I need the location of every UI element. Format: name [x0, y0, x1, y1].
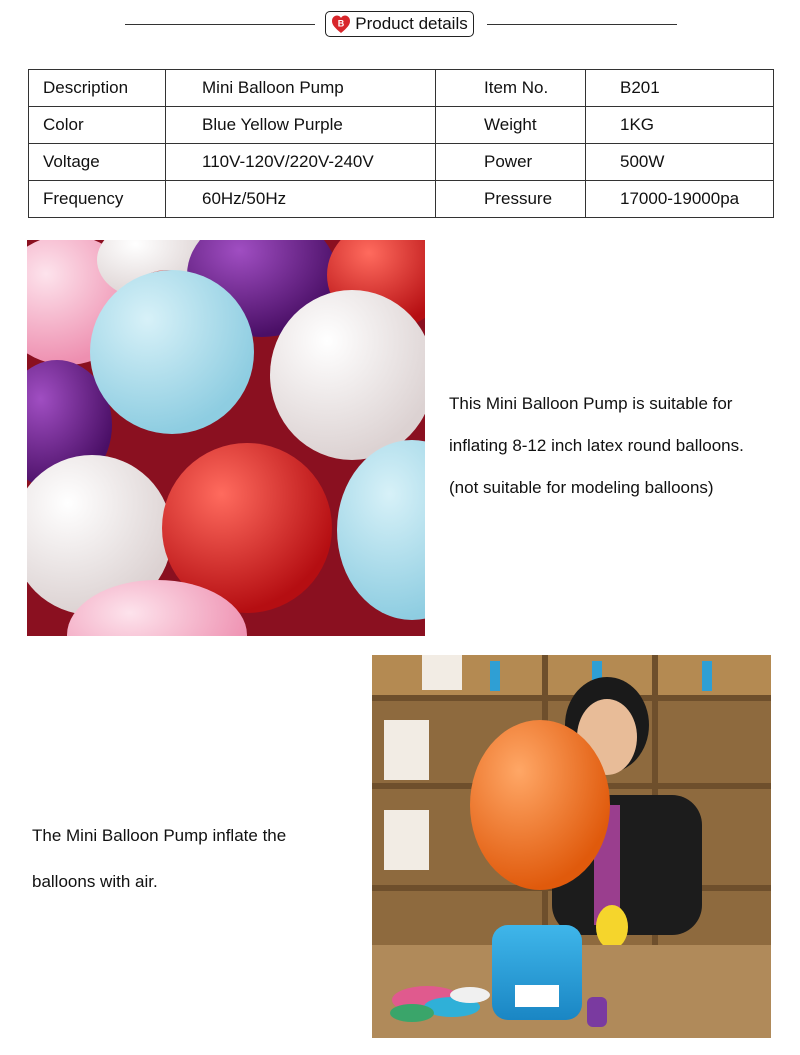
balloons-caption	[449, 383, 789, 509]
spec-label: Color	[29, 107, 166, 144]
spec-label: Item No.	[436, 70, 586, 107]
spec-label: Power	[436, 144, 586, 181]
section-header	[325, 11, 474, 37]
svg-text:B: B	[338, 18, 345, 29]
caption-line: balloons with air.	[32, 872, 158, 891]
spec-label: Voltage	[29, 144, 166, 181]
spec-label: Pressure	[436, 181, 586, 218]
spec-value: 60Hz/50Hz	[166, 181, 436, 218]
section-title: Product details	[355, 14, 468, 33]
spec-value: B201	[586, 70, 774, 107]
header-divider-right	[487, 24, 677, 25]
spec-value: Mini Balloon Pump	[166, 70, 436, 107]
caption-line: inflating 8-12 inch latex round balloons.	[449, 436, 744, 455]
spec-label: Weight	[436, 107, 586, 144]
header-divider-left	[125, 24, 315, 25]
balloons-photo	[27, 240, 425, 636]
spec-value: 110V-120V/220V-240V	[166, 144, 436, 181]
spec-label: Frequency	[29, 181, 166, 218]
caption-line: The Mini Balloon Pump inflate the	[32, 826, 287, 845]
caption-line: This Mini Balloon Pump is suitable for	[449, 394, 733, 413]
spec-value: 500W	[586, 144, 774, 181]
pump-demo-photo	[372, 655, 771, 1038]
caption-line: (not suitable for modeling balloons)	[449, 478, 714, 497]
table-row	[29, 144, 774, 181]
brand-logo-icon	[331, 14, 351, 34]
table-row	[29, 107, 774, 144]
pump-caption	[32, 813, 352, 905]
spec-value: 17000-19000pa	[586, 181, 774, 218]
table-row	[29, 181, 774, 218]
spec-label: Description	[29, 70, 166, 107]
spec-value: Blue Yellow Purple	[166, 107, 436, 144]
spec-table	[28, 69, 774, 218]
table-row	[29, 70, 774, 107]
spec-value: 1KG	[586, 107, 774, 144]
